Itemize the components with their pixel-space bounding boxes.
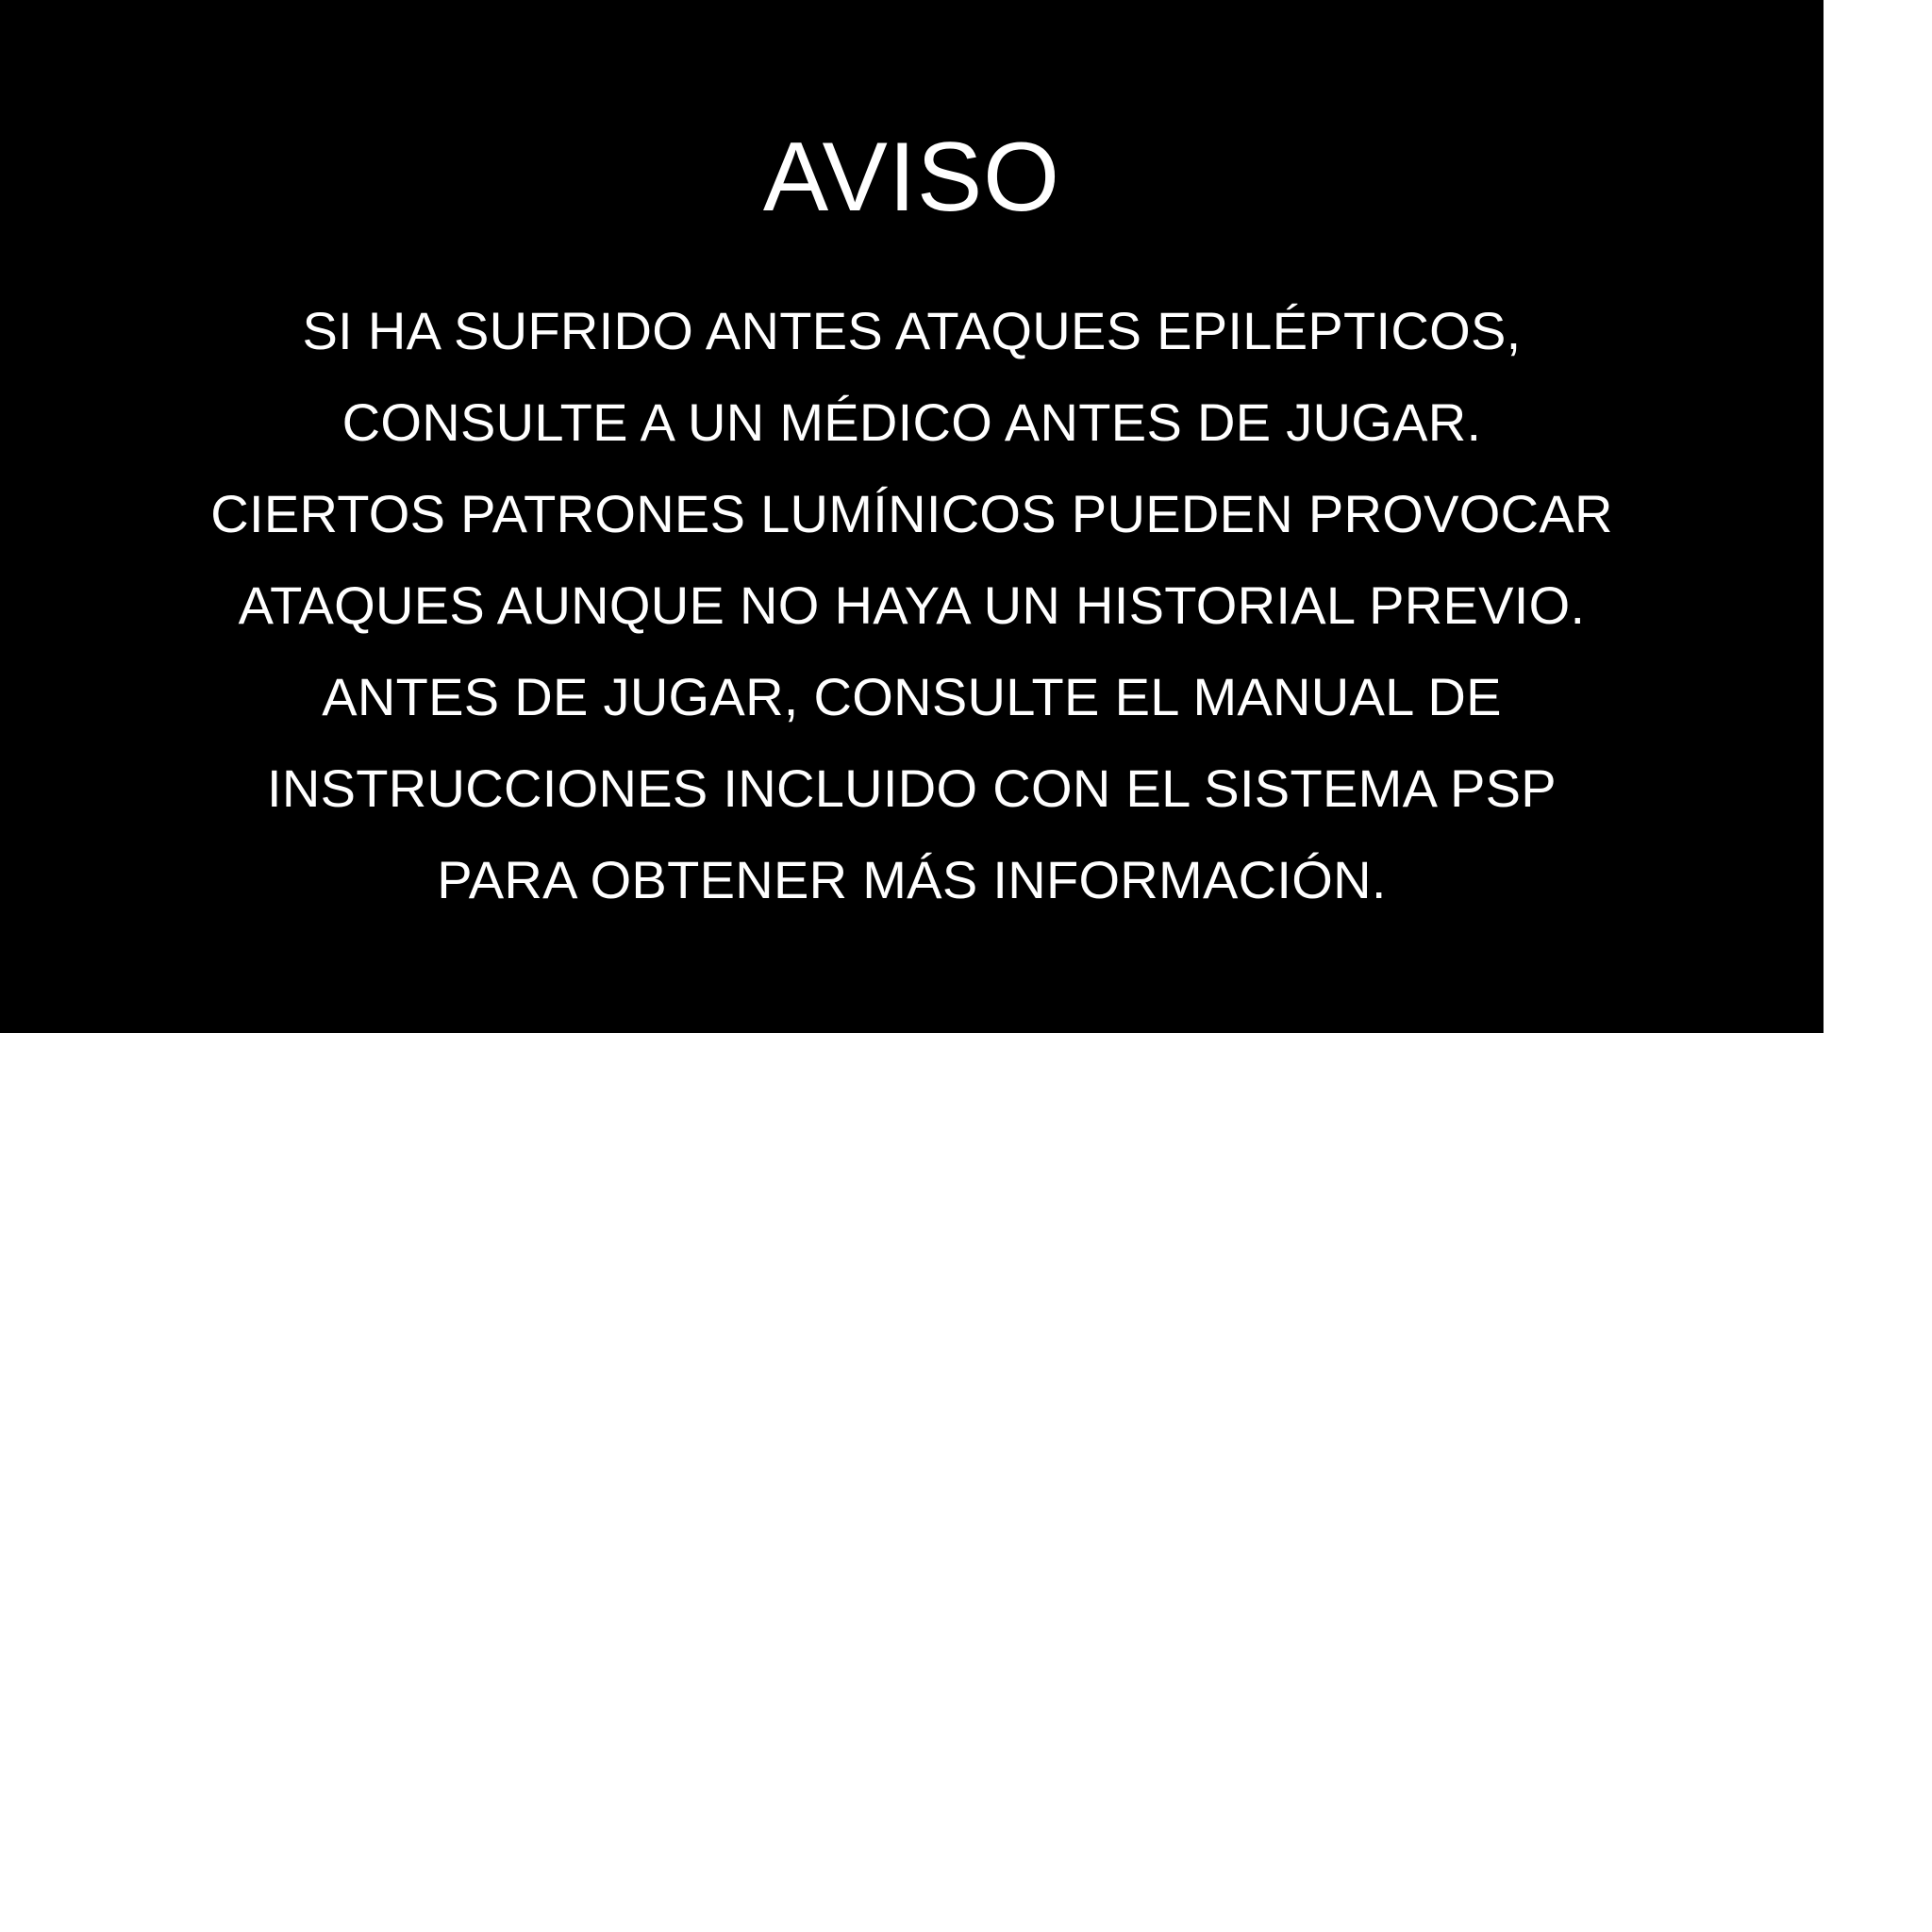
warning-title: AVISO: [762, 123, 1061, 232]
warning-line: CIERTOS PATRONES LUMÍNICOS PUEDEN PROVOCAR: [210, 484, 1613, 543]
warning-line: CONSULTE A UN MÉDICO ANTES DE JUGAR.: [341, 392, 1482, 452]
warning-line: INSTRUCCIONES INCLUIDO CON EL SISTEMA PSP: [267, 758, 1557, 818]
warning-line: SI HA SUFRIDO ANTES ATAQUES EPILÉPTICOS,: [302, 301, 1522, 360]
warning-line: ATAQUES AUNQUE NO HAYA UN HISTORIAL PREVIO.: [238, 575, 1586, 635]
warning-message: [0, 285, 1824, 925]
warning-line: PARA OBTENER MÁS INFORMACIÓN.: [437, 850, 1387, 909]
warning-line: ANTES DE JUGAR, CONSULTE EL MANUAL DE: [322, 667, 1502, 726]
